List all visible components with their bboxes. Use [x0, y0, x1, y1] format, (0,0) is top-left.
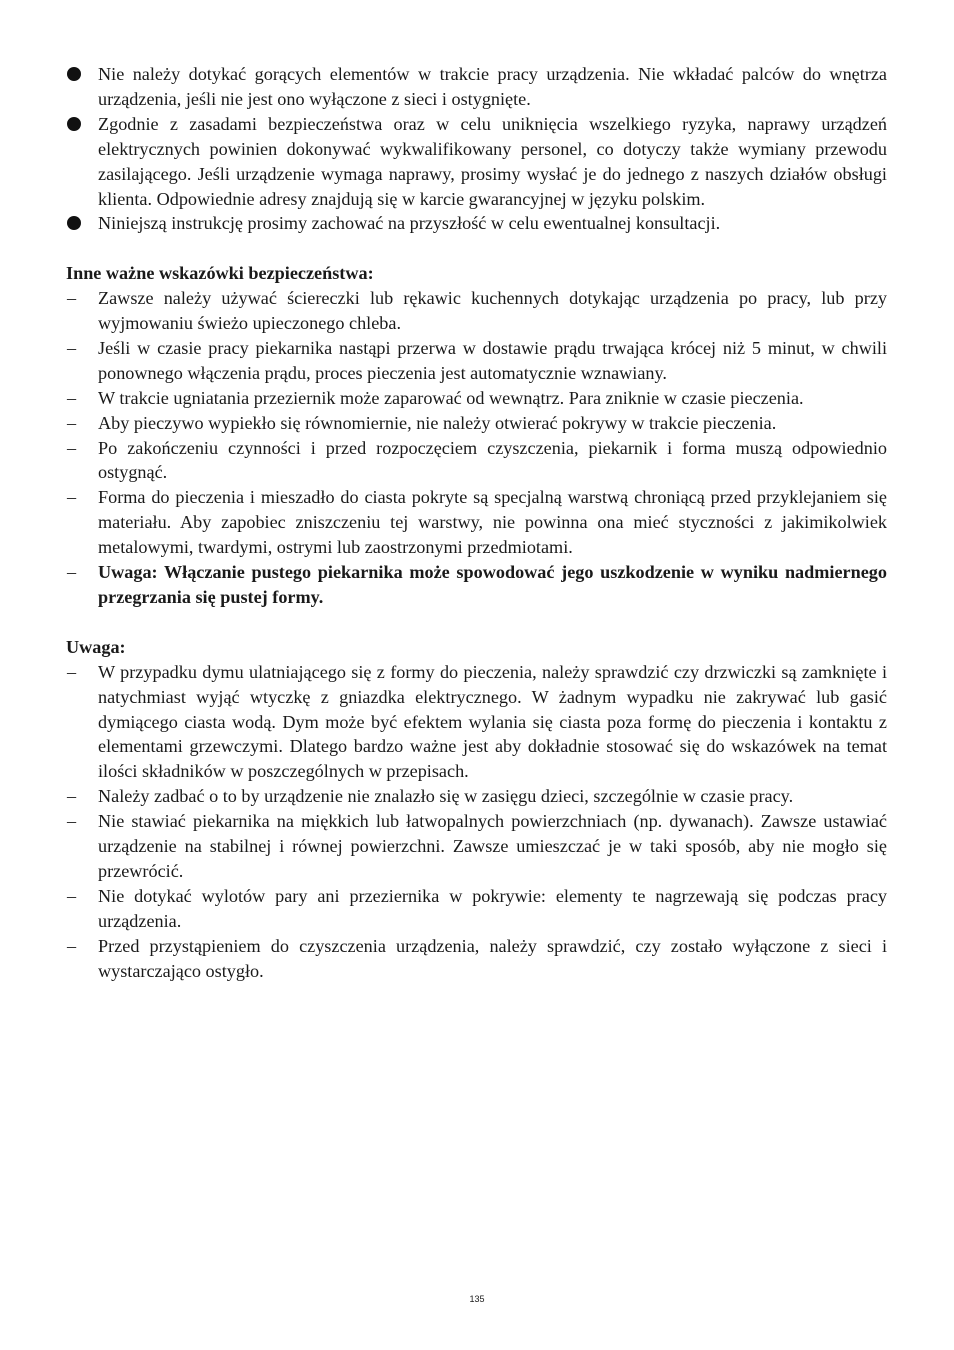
dash-icon: –	[67, 885, 77, 906]
dash-text: W trakcie ugniatania przeziernik może zaparować od wewnątrz. Para zniknie w czasie pieczenia.	[98, 387, 804, 408]
dash-item	[66, 934, 887, 984]
dash-text: W przypadku dymu ulatniającego się z formy do pieczenia, należy sprawdzić czy drzwiczki są zamknięte i natychmiast wyjąć wtyczkę z gniazdka elektrycznego. W żadnym wypadku nie zakrywać lub gasić dymiącego ciasta wodą. Dym może być efektem wylania się ciasta poza formę do pieczenia i kontaktu z elementami grzewczymi. Dlatego bardzo ważne jest aby dokładnie stosować się do wskazówek na temat ilości składników w poszczególnych w przepisach.	[98, 661, 887, 782]
dash-text: Forma do pieczenia i mieszadło do ciasta pokryte są specjalną warstwą chroniącą przed przyklejaniem się materiału. Aby zapobiec zniszczeniu tej warstwy, nie powinna ona mieć styczności z jakimikolwiek metalowymi, twardymi, ostrymi lub zaostrzonymi przedmiotami.	[98, 487, 887, 558]
dash-icon: –	[67, 811, 77, 832]
page-number: 135	[469, 1294, 485, 1304]
bullet-icon	[67, 216, 81, 230]
dash-item	[66, 336, 887, 386]
dash-item	[66, 660, 887, 785]
dash-text: Nie stawiać piekarnika na miękkich lub łatwopalnych powierzchniach (np. dywanach). Zawsze ustawiać urządzenie na stabilnej i równej powierzchni. Zawsze umieszczać je w taki sposób, aby nie mogło się przewrócić.	[98, 811, 887, 881]
dash-item	[66, 386, 887, 411]
dash-icon: –	[67, 562, 77, 583]
dash-icon: –	[67, 437, 77, 458]
dash-text: Zawsze należy używać ściereczki lub rękawic kuchennych dotykając urządzenia po pracy, lub przy wyjmowaniu świeżo upieczonego chleba.	[98, 288, 887, 334]
document-page	[66, 62, 887, 984]
dash-item	[66, 809, 887, 884]
dash-item	[66, 485, 887, 560]
section-heading-warning: Uwaga:	[66, 636, 126, 657]
dash-text: Nie dotykać wylotów pary ani przeziernika w pokrywie: elementy te nagrzewają się podczas pracy urządzenia.	[98, 885, 887, 931]
dash-text: Jeśli w czasie pracy piekarnika nastąpi przerwa w dostawie prądu trwająca krócej niż 5 minut, w chwili ponownego włączenia prądu, proces pieczenia jest automatycznie wznawiany.	[98, 337, 887, 383]
bullet-text: Zgodnie z zasadami bezpieczeństwa oraz w celu uniknięcia wszelkiego ryzyka, naprawy urządzeń elektrycznych powinien dokonywać wykwalifikowany personel, co dotyczy także wymiany przewodu zasilającego. Jeśli urządzenie wymaga naprawy, prosimy wysłać je do jednego z naszych działów obsługi klienta. Odpowiednie adresy znajdują się w karcie gwarancyjnej w języku polskim.	[98, 113, 887, 209]
dash-item	[66, 784, 887, 809]
dash-text: Należy zadbać o to by urządzenie nie znalazło się w zasięgu dzieci, szczególnie w czasie pracy.	[98, 786, 794, 807]
dash-icon: –	[67, 786, 77, 807]
dash-item	[66, 884, 887, 934]
dash-icon: –	[67, 387, 77, 408]
bullet-item	[66, 211, 887, 236]
dash-icon: –	[67, 412, 77, 433]
dash-text: Po zakończeniu czynności i przed rozpoczęciem czyszczenia, piekarnik i forma muszą odpowiednio ostygnąć.	[98, 437, 887, 483]
dash-item	[66, 286, 887, 336]
bullet-icon	[67, 67, 81, 81]
warning-text: Uwaga: Włączanie pustego piekarnika może spowodować jego uszkodzenie w wyniku nadmiernego przegrzania się pustej formy.	[98, 562, 887, 608]
dash-icon: –	[67, 487, 77, 508]
bullet-text: Niniejszą instrukcję prosimy zachować na przyszłość w celu ewentualnej konsultacji.	[98, 213, 721, 234]
dash-text: Przed przystąpieniem do czyszczenia urządzenia, należy sprawdzić, czy zostało wyłączone z sieci i wystarczająco ostygło.	[98, 935, 887, 981]
bullet-icon	[67, 117, 81, 131]
dash-icon: –	[67, 661, 77, 682]
bullet-text: Nie należy dotykać gorących elementów w trakcie pracy urządzenia. Nie wkładać palców do wnętrza urządzenia, jeśli nie jest ono wyłączone z sieci i ostygnięte.	[98, 64, 887, 109]
dash-item	[66, 411, 887, 436]
bullet-item	[66, 112, 887, 212]
dash-icon: –	[67, 935, 77, 956]
dash-text: Aby pieczywo wypiekło się równomiernie, nie należy otwierać pokrywy w trakcie pieczenia.	[98, 412, 777, 433]
section-heading-safety: Inne ważne wskazówki bezpieczeństwa:	[66, 263, 374, 284]
dash-icon: –	[67, 337, 77, 358]
dash-item-warning	[66, 560, 887, 610]
dash-icon: –	[67, 288, 77, 309]
bullet-item	[66, 62, 887, 112]
dash-item	[66, 436, 887, 486]
